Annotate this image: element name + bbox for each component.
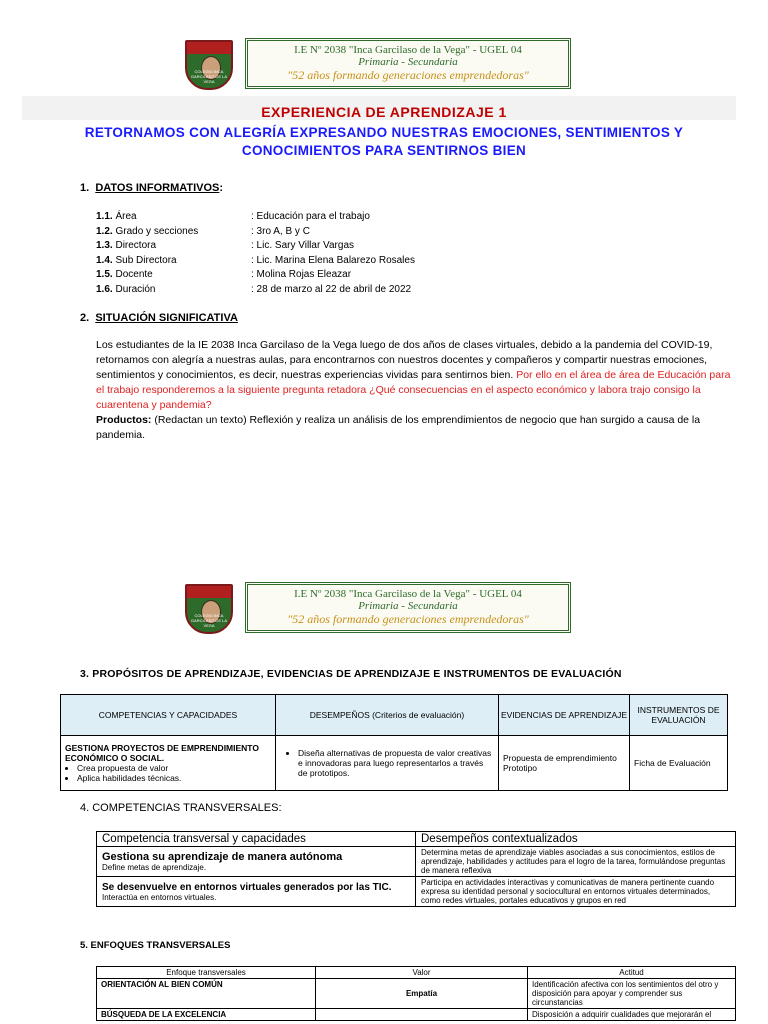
table-row: Se desenvuelve en entornos virtuales generados por las TIC. Interactúa en entornos virtuales. Participa en actividades interactivas y comunicativas de manera pertinente cuando expresa su identidad personal y sociocultural en entornos virtuales determinados, como redes virtuales, portales educativos y grupos en red (97, 877, 736, 907)
school-banner: I.E Nº 2038 "Inca Garcilaso de la Vega" - UGEL 04 Primaria - Secundaria "52 años formando generaciones emprendedoras" (245, 582, 571, 633)
page-subtitle: RETORNAMOS CON ALEGRÍA EXPRESANDO NUESTRAS EMOCIONES, SENTIMIENTOS Y CONOCIMIENTOS PARA SENTIRNOS BIEN (84, 125, 684, 158)
situacion-paragraph: Los estudiantes de la IE 2038 Inca Garcilaso de la Vega luego de dos años de clases virtuales, debido a la pandemia del COVID-19, retornamos con alegría a nuestras aulas, para encontrarnos con nuestros docentes y compañeros y compartir nuestras emociones, sentimientos y conocimientos, es decir, nuestras experiencias vividas para sentirnos bien. Por ello en el área de área de Educación para el trabajo responderemos a la siguiente pregunta retadora ¿Qué consecuencias en el aspecto económico y labora trajo consigo la cuarentena y pandemia? Productos: (Redactan un texto) Reflexión y realiza un análisis de los emprendimientos de negocio que han surgido a causa de la pandemia. (96, 339, 731, 441)
section-propositos: 3. PROPÓSITOS DE APRENDIZAJE, EVIDENCIAS DE APRENDIZAJE E INSTRUMENTOS DE EVALUACIÓN (80, 668, 622, 680)
datos-row: 1.2. Grado y secciones : 3ro A, B y C (96, 226, 310, 237)
datos-row: 1.6. Duración : 28 de marzo al 22 de abril de 2022 (96, 284, 412, 295)
school-levels: Primaria - Secundaria (358, 56, 458, 68)
page-title: EXPERIENCIA DE APRENDIZAJE 1 (261, 104, 507, 120)
school-motto: "52 años formando generaciones emprendedoras" (287, 68, 529, 82)
table-row: GESTIONA PROYECTOS DE EMPRENDIMIENTO ECONÓMICO O SOCIAL. • Crea propuesta de valor • Aplica habilidades técnicas. • Diseña alternativas de propuesta de valor creativas e innovadoras para luego representarlos a través de prototipos. Propuesta de emprendimiento Prototipo Ficha de Evaluación (61, 736, 728, 791)
datos-row: 1.5. Docente : Molina Rojas Eleazar (96, 269, 352, 280)
table-row: BÚSQUEDA DE LA EXCELENCIA Disposición a adquirir cualidades que mejorarán el (97, 1009, 736, 1021)
school-shield-logo: COLEGIO INCA GARCILASO DE LA VEGA (185, 584, 233, 634)
enfoques-transversales-table: Enfoque transversales Valor Actitud ORIENTACIÓN AL BIEN COMÚN Empatía Identificación afectiva con los sentimientos del otro y disposición para apoyar y comprender sus circunstancias BÚSQUEDA DE LA EXCELENCIA Disposición a adquirir cualidades que mejorarán el (96, 966, 736, 1021)
competencias-transversales-table: Competencia transversal y capacidades Desempeños contextualizados Gestiona su aprendizaje de manera autónoma Define metas de aprendizaje. Determina metas de aprendizaje viables asociadas a sus conocimientos, estilos de aprendizaje, habilidades y actitudes para el logro de la tarea, formulándose preguntas de manera reflexiva Se desenvuelve en entornos virtuales generados por las TIC. Interactúa en entornos virtuales. Participa en actividades interactivas y comunicativas de manera pertinente cuando expresa su identidad personal y sociocultural en entornos virtuales determinados, como redes virtuales, portales educativos y grupos en red (96, 831, 736, 907)
section-situacion-significativa: 2. SITUACIÓN SIGNIFICATIVA (80, 312, 238, 324)
section-datos-informativos: 1. DATOS INFORMATIVOS: (80, 182, 224, 194)
datos-row: 1.1. Área : Educación para el trabajo (96, 211, 370, 222)
school-banner (245, 38, 571, 89)
section-enfoques-transversales: 5. ENFOQUES TRANSVERSALES (80, 940, 231, 951)
school-header (185, 38, 575, 93)
datos-row: 1.4. Sub Directora : Lic. Marina Elena Balarezo Rosales (96, 255, 415, 266)
section-competencias-transversales: 4. COMPETENCIAS TRANSVERSALES: (80, 802, 282, 814)
table-row: Gestiona su aprendizaje de manera autónoma Define metas de aprendizaje. Determina metas de aprendizaje viables asociadas a sus conocimientos, estilos de aprendizaje, habilidades y actitudes para el logro de la tarea, formulándose preguntas de manera reflexiva (97, 847, 736, 877)
school-name: I.E Nº 2038 "Inca Garcilaso de la Vega" - UGEL 04 (294, 44, 522, 56)
school-header-repeat (185, 582, 575, 637)
datos-row: 1.3. Directora : Lic. Sary Villar Vargas (96, 240, 355, 251)
school-shield-logo: COLEGIO INCA GARCILASO DE LA VEGA (185, 40, 233, 90)
table-row: ORIENTACIÓN AL BIEN COMÚN Empatía Identificación afectiva con los sentimientos del otro y disposición para apoyar y comprender sus circunstancias (97, 979, 736, 1009)
propositos-table: COMPETENCIAS Y CAPACIDADES DESEMPEÑOS (Criterios de evaluación) EVIDENCIAS DE APRENDIZAJE INSTRUMENTOS DE EVALUACIÓN GESTIONA PROYECTOS DE EMPRENDIMIENTO ECONÓMICO O SOCIAL. • Crea propuesta de valor • Aplica habilidades técnicas. • Diseña alternativas de propuesta de valor creativas e innovadoras para luego representarlos a través de prototipos. Propuesta de emprendimiento Prototipo Ficha de Evaluación (60, 694, 728, 791)
